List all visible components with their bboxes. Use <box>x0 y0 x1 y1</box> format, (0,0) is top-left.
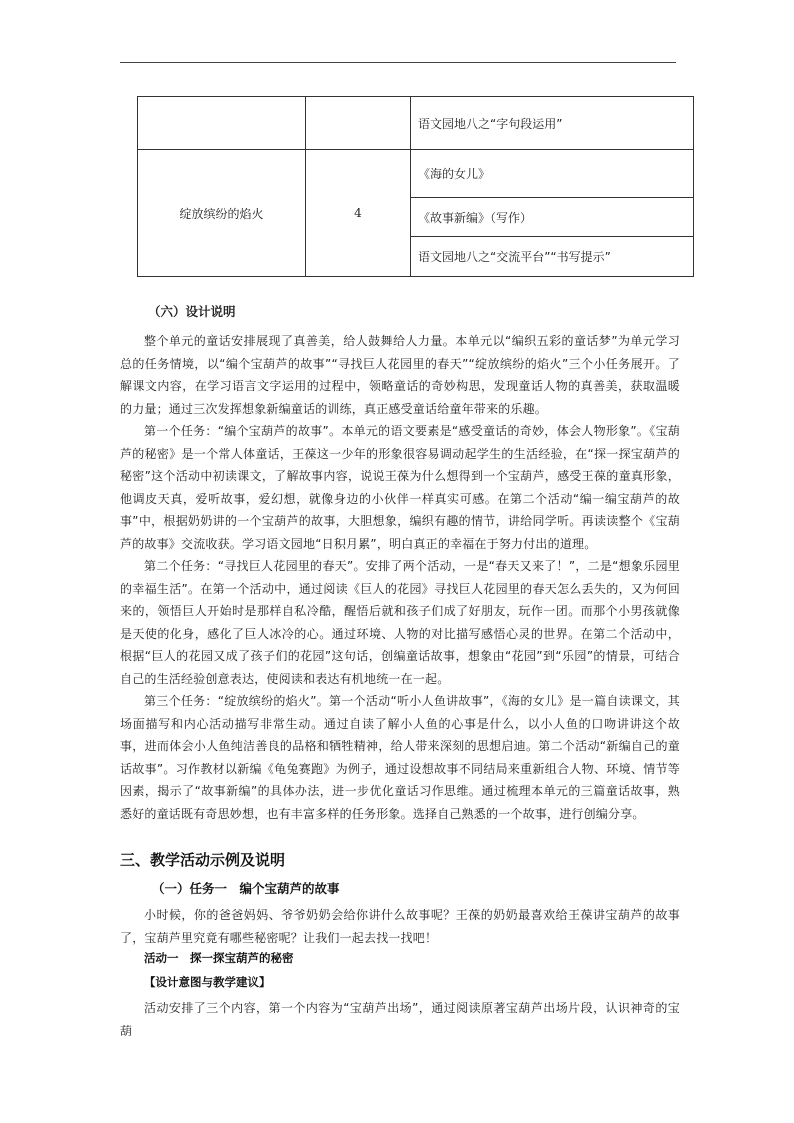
task-cell-empty <box>138 97 306 150</box>
design-intent-body <box>120 997 680 1038</box>
header-rule <box>120 62 676 63</box>
paragraph: 小时候，你的爸爸妈妈、爷爷奶奶会给你讲什么故事呢？王葆的奶奶最喜欢给王葆讲宝葫芦的故事了，宝葫芦里究竟有哪些秘密呢？让我们一起去找一找吧！ <box>120 908 680 945</box>
lesson-plan-table <box>137 96 694 277</box>
lesson-cell: 《海的女儿》 <box>411 150 694 198</box>
lesson-cell: 《故事新编》（写作） <box>411 198 694 237</box>
paragraph: 第二个任务：“寻找巨人花园里的春天”。安排了两个活动，一是“春天又来了！”，二是“想象乐园里的幸福生活”。在第一个活动中，通过阅读《巨人的花园》寻找巨人花园里的春天怎么丢失的，又为何回来的，领悟巨人开始时是那样自私冷酷，醒悟后就和孩子们成了好朋友，玩作一团。而那个小男孩就像是天使的化身，感化了巨人冰冷的心。通过环境、人物的对比描写感悟心灵的世界。在第二个活动中，根据“巨人的花园又成了孩子们的花园”这句话，创编童话故事，想象由“花园”到“乐园”的情景，可结合自己的生活经验创意表达，使阅读和表达有机地统一在一起。 <box>120 559 680 686</box>
lesson-cell: 语文园地八之“字句段运用” <box>411 97 694 150</box>
design-intent-heading: 【设计意图与教学建议】 <box>144 975 271 989</box>
task-intro <box>120 904 680 949</box>
paragraph: 第三个任务：“绽放缤纷的焰火”。第一个活动“听小人鱼讲故事”，《海的女儿》是一篇自读课文，其场面描写和内心活动描写非常生动。通过自读了解小人鱼的心事是什么，以小人鱼的口吻讲讲这个故事，进而体会小人鱼纯洁善良的品格和牺牲精神，给人带来深刻的思想启迪。第二个活动“新编自己的童话故事”。习作教材以新编《龟兔赛跑》为例子，通过设想故事不同结局来重新组合人物、环境、情节等因素，揭示了“故事新编”的具体办法，进一步优化童话习作思维。通过梳理本单元的三篇童话故事，熟悉好的童话既有奇思妙想，也有丰富多样的任务形象。选择自己熟悉的一个故事，进行创编分享。 <box>120 694 680 821</box>
paragraph: 活动安排了三个内容，第一个内容为“宝葫芦出场”，通过阅读原著宝葫芦出场片段，认识神奇的宝葫 <box>120 1001 680 1038</box>
activity-heading: 活动一 探一探宝葫芦的秘密 <box>144 951 294 965</box>
design-notes-body <box>120 330 680 825</box>
task-cell: 绽放缤纷的焰火 <box>138 150 306 277</box>
task-heading: （一）任务一 编个宝葫芦的故事 <box>152 881 340 896</box>
hours-cell-empty <box>306 97 411 150</box>
lesson-cell: 语文园地八之“交流平台”“书写提示” <box>411 237 694 277</box>
section-heading-activities: 三、教学活动示例及说明 <box>120 851 286 869</box>
table-row <box>138 97 694 150</box>
paragraph: 第一个任务：“编个宝葫芦的故事”。本单元的语文要素是“感受童话的奇妙，体会人物形象”。《宝葫芦的秘密》是一个常人体童话，王葆这一少年的形象很容易调动起学生的生活经验，在“探一探宝葫芦的秘密”这个活动中初读课文，了解故事内容，说说王葆为什么想得到一个宝葫芦，感受王葆的童真形象，他调皮天真，爱听故事，爱幻想，就像身边的小伙伴一样真实可感。在第二个活动“编一编宝葫芦的故事”中，根据奶奶讲的一个宝葫芦的故事，大胆想象，编织有趣的情节，讲给同学听。再读读整个《宝葫芦的故事》交流收获。学习语文园地“日积月累”，明白真正的幸福在于努力付出的道理。 <box>120 424 680 551</box>
hours-cell: 4 <box>306 150 411 277</box>
paragraph: 整个单元的童话安排展现了真善美，给人鼓舞给人力量。本单元以“编织五彩的童话梦”为单元学习总的任务情境，以“编个宝葫芦的故事”“寻找巨人花园里的春天”“绽放缤纷的焰火”三个小任务展开。了解课文内容，在学习语言文字运用的过程中，领略童话的奇妙构思，发现童话人物的真善美，获取温暖的力量；通过三次发挥想象新编童话的训练，真正感受童话给童年带来的乐趣。 <box>120 334 680 416</box>
section-heading-design-notes: （六）设计说明 <box>148 304 236 319</box>
table-row <box>138 150 694 198</box>
